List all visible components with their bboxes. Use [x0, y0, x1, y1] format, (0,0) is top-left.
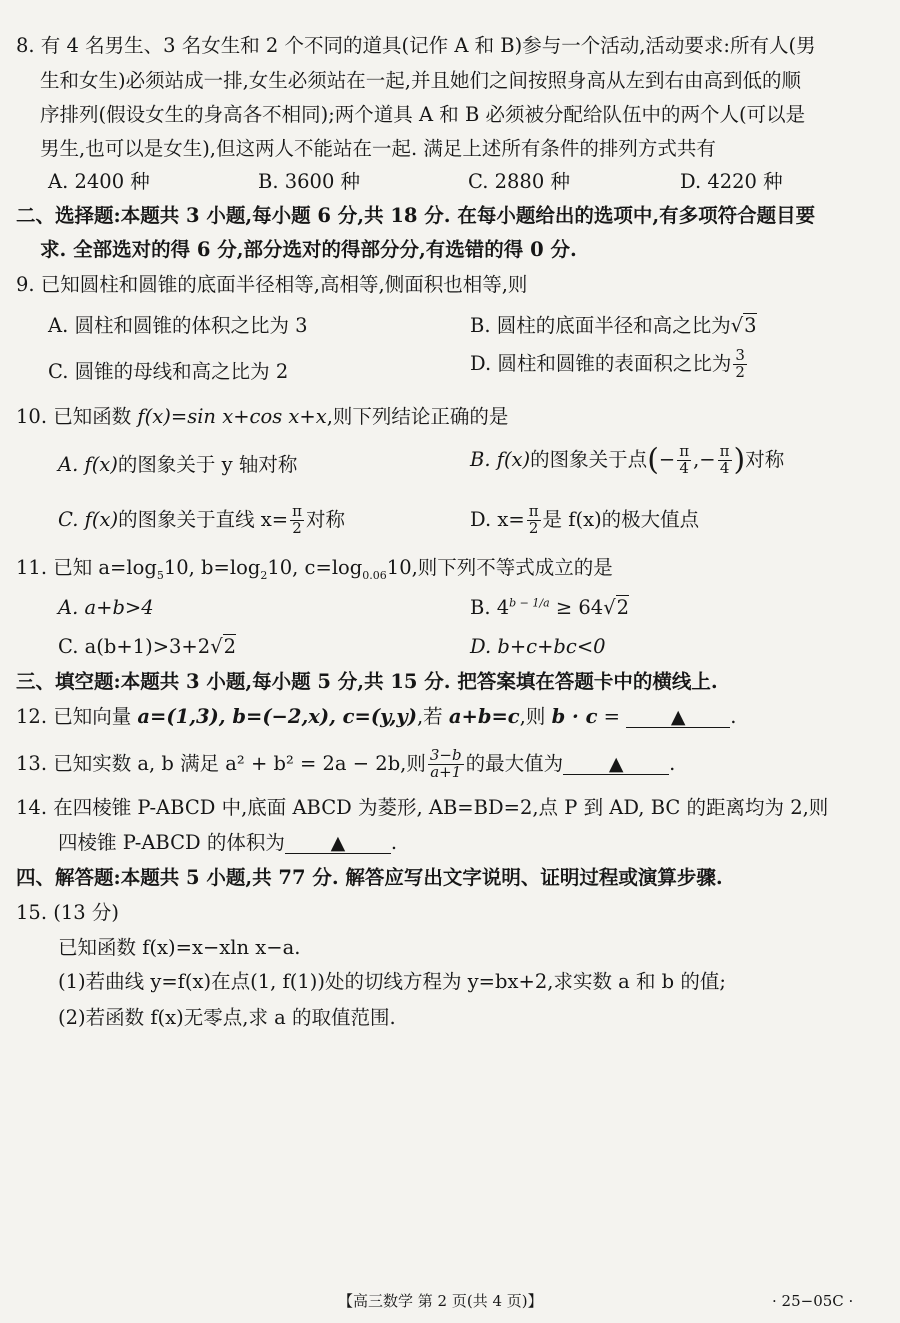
section3-heading: 三、填空题:本题共 3 小题,每小题 5 分,共 15 分. 把答案填在答题卡中的横线上.	[16, 670, 718, 693]
q15-part-1: (1)若曲线 y=f(x)在点(1, f(1))处的切线方程为 y=bx+2,求实数 a 和 b 的值;	[58, 970, 726, 993]
q8-line-4: 男生,也可以是女生),但这两人不能站在一起. 满足上述所有条件的排列方式共有	[40, 137, 716, 160]
q8-option-c: C. 2880 种	[468, 170, 570, 193]
q11-option-d: D. b+c+bc<0	[470, 635, 606, 658]
q11-stem: 11. 已知 $a=\log_510$, $b=\log_210$, $c=\log_{0.06}10$,则下列不等式成立的是	[16, 556, 613, 582]
q11-option-c: C. a(b+1)>3+2√2	[58, 635, 237, 658]
q10-option-c: C. f(x)的图象关于直线 x= $\frac{\pi}{2}$ 对称	[58, 502, 345, 537]
page-code: · 25−05C ·	[772, 1292, 854, 1310]
section2-heading-line-1: 二、选择题:本题共 3 小题,每小题 6 分,共 18 分. 在每小题给出的选项中,有多项符合题目要	[16, 204, 816, 227]
q9-option-b: B. 圆柱的底面半径和高之比为√3	[470, 314, 757, 337]
q8-option-a: A. 2400 种	[48, 170, 150, 193]
answer-blank-marker: ▲	[330, 832, 346, 854]
q8-option-b: B. 3600 种	[258, 170, 361, 193]
q8-line-2: 生和女生)必须站成一排,女生必须站在一起,并且她们之间按照身高从左到右由高到低的顺	[40, 69, 802, 92]
q15-title: 15. (13 分)	[16, 901, 119, 924]
q9-stem: 9. 已知圆柱和圆锥的底面半径相等,高相等,侧面积也相等,则	[16, 273, 528, 296]
answer-blank-marker: ▲	[608, 752, 624, 775]
q10-option-b: B. f(x)的图象关于点(− $\frac{\pi}{4}$ ,− $\frac{\pi}{4}$ )对称	[470, 442, 785, 478]
q8-line-1: 8. 有 4 名男生、3 名女生和 2 个不同的道具(记作 A 和 B)参与一个活动,活动要求:所有人(男	[16, 34, 816, 57]
section4-heading: 四、解答题:本题共 5 小题,共 77 分. 解答应写出文字说明、证明过程或演算步骤.	[16, 866, 723, 889]
q9-option-a: A. 圆柱和圆锥的体积之比为 3	[48, 314, 308, 337]
q10-stem: 10. 已知函数 f(x)=sin x+cos x+x,则下列结论正确的是	[16, 405, 509, 428]
q13-stem: 13. 已知实数 a, b 满足 a² + b² = 2a − 2b,则 $\frac{3-b}{a+1}$ 的最大值为 ▲ .	[16, 746, 676, 781]
q9-option-d: D. 圆柱和圆锥的表面积之比为 $\frac{3}{2}$	[470, 346, 745, 381]
page-footer-label: 【高三数学 第 2 页(共 4 页)】	[338, 1292, 543, 1310]
q11-option-b: B. $4^{b - 1/a} \ge 64√2$	[470, 596, 630, 619]
q9-option-c: C. 圆锥的母线和高之比为 2	[48, 360, 289, 383]
q15-part-2: (2)若函数 f(x)无零点,求 a 的取值范围.	[58, 1006, 396, 1029]
q10-option-a: A. f(x)的图象关于 y 轴对称	[58, 453, 298, 476]
q14-line-2: 四棱锥 P-ABCD 的体积为 ▲ .	[58, 831, 398, 854]
section2-heading-line-2: 求. 全部选对的得 6 分,部分选对的得部分分,有选错的得 0 分.	[40, 238, 577, 261]
q14-line-1: 14. 在四棱锥 P-ABCD 中,底面 ABCD 为菱形, AB=BD=2,点 P 到 AD, BC 的距离均为 2,则	[16, 796, 829, 819]
q8-option-d: D. 4220 种	[680, 170, 783, 193]
q15-stem: 已知函数 f(x)=x−xln x−a.	[58, 936, 301, 959]
q11-option-a: A. a+b>4	[58, 596, 154, 619]
answer-blank-marker: ▲	[670, 706, 686, 728]
q12-stem: 12. 已知向量 a=(1,3), b=(−2,x), c=(y,y),若 a+b=c,则 b · c = ▲ .	[16, 705, 737, 728]
q10-option-d: D. x= $\frac{\pi}{2}$ 是 f(x)的极大值点	[470, 502, 700, 537]
q8-line-3: 序排列(假设女生的身高各不相同);两个道具 A 和 B 必须被分配给队伍中的两个人(可以是	[40, 103, 806, 126]
